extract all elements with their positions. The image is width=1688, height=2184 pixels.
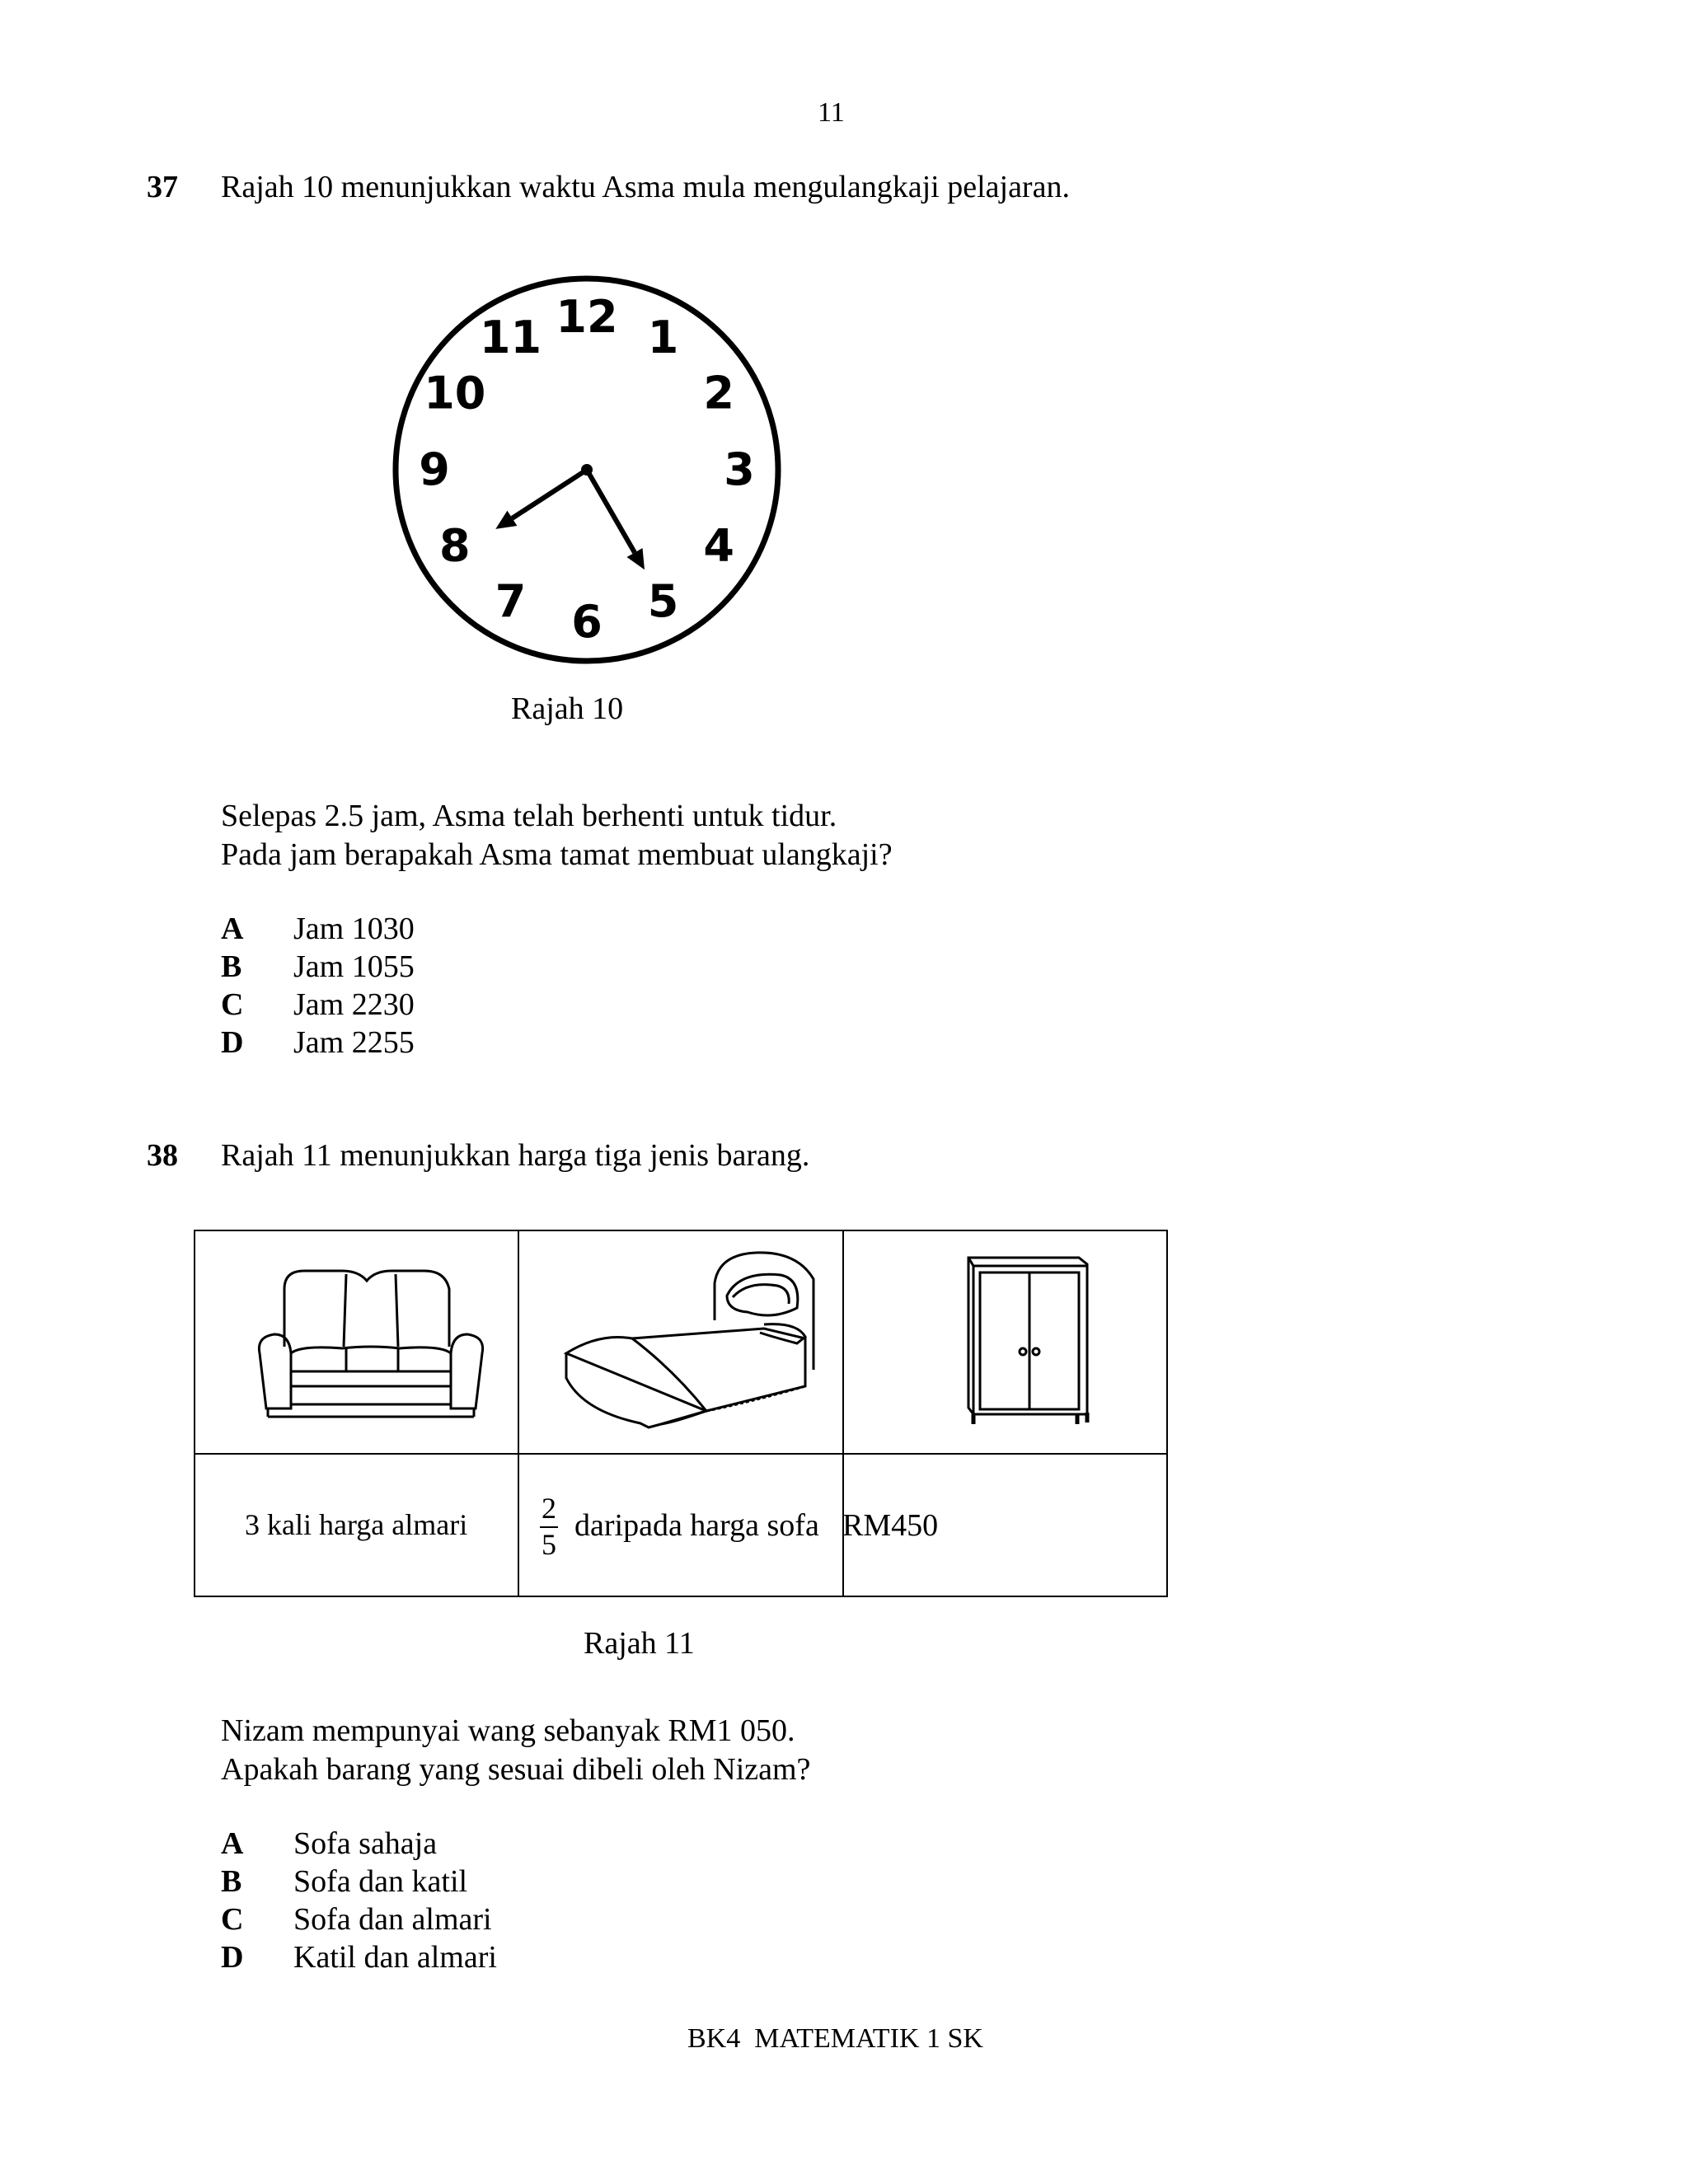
clock-numeral: 4 <box>703 519 735 572</box>
question-37-stem: Rajah 10 menunjukkan waktu Asma mula mengulangkaji pelajaran. <box>221 170 1070 204</box>
q37-option-d-letter: D <box>221 1025 244 1060</box>
page-number: 11 <box>818 97 845 128</box>
clock-numeral: 6 <box>571 596 603 648</box>
clock-numeral: 12 <box>556 291 618 343</box>
fraction-denominator: 5 <box>542 1527 556 1561</box>
clock-numeral: 2 <box>703 367 735 419</box>
q37-option-a-letter: A <box>221 912 244 946</box>
q38-option-a[interactable]: Sofa sahaja <box>293 1826 438 1861</box>
question-38-line1: Nizam mempunyai wang sebanyak RM1 050. <box>221 1713 795 1748</box>
q38-option-d[interactable]: Katil dan almari <box>293 1940 497 1975</box>
clock-numeral: 10 <box>424 367 486 419</box>
q37-option-c-letter: C <box>221 987 244 1022</box>
q37-option-c[interactable]: Jam 2230 <box>293 987 415 1022</box>
q38-option-b-letter: B <box>221 1864 242 1899</box>
sofa-icon <box>251 1256 490 1421</box>
q38-option-c[interactable]: Sofa dan almari <box>293 1902 492 1937</box>
q37-option-b-letter: B <box>221 949 242 984</box>
clock-numeral: 8 <box>438 519 471 572</box>
bed-icon <box>550 1246 822 1436</box>
clock-icon <box>389 272 785 668</box>
sofa-price: 3 kali harga almari <box>245 1508 468 1541</box>
question-38-line2: Apakah barang yang sesuai dibeli oleh Nizam? <box>221 1752 811 1787</box>
clock-numeral: 5 <box>647 575 679 628</box>
figure-11-caption: Rajah 11 <box>584 1626 695 1661</box>
clock-numeral: 3 <box>724 443 755 495</box>
clock-numeral: 9 <box>419 443 450 495</box>
question-37-number: 37 <box>147 170 178 204</box>
question-38-number: 38 <box>147 1138 178 1173</box>
q38-option-d-letter: D <box>221 1940 244 1975</box>
q38-option-c-letter: C <box>221 1902 244 1937</box>
figure-10-caption: Rajah 10 <box>511 691 624 726</box>
clock-numeral: 7 <box>495 575 527 628</box>
q37-option-b[interactable]: Jam 1055 <box>293 949 415 984</box>
fraction-numerator: 2 <box>542 1492 556 1525</box>
clock-center <box>581 464 593 476</box>
bed-price-fraction <box>540 1493 558 1561</box>
question-37-line1: Selepas 2.5 jam, Asma telah berhenti untuk tidur. <box>221 799 837 833</box>
q38-option-a-letter: A <box>221 1826 244 1861</box>
wardrobe-price: RM450 <box>842 1508 939 1543</box>
page-footer: BK4 MATEMATIK 1 SK <box>687 2023 983 2054</box>
clock-numeral: 11 <box>479 311 542 363</box>
wardrobe-icon <box>962 1249 1094 1439</box>
clock-figure <box>389 272 785 668</box>
question-38-stem: Rajah 11 menunjukkan harga tiga jenis barang. <box>221 1138 810 1173</box>
q38-option-b[interactable]: Sofa dan katil <box>293 1864 468 1899</box>
clock-numeral: 1 <box>647 311 679 363</box>
question-37-line2: Pada jam berapakah Asma tamat membuat ulangkaji? <box>221 837 893 872</box>
q37-option-d[interactable]: Jam 2255 <box>293 1025 415 1060</box>
price-table <box>194 1230 1168 1597</box>
bed-price: daripada harga sofa <box>574 1508 819 1543</box>
q37-option-a[interactable]: Jam 1030 <box>293 912 415 946</box>
